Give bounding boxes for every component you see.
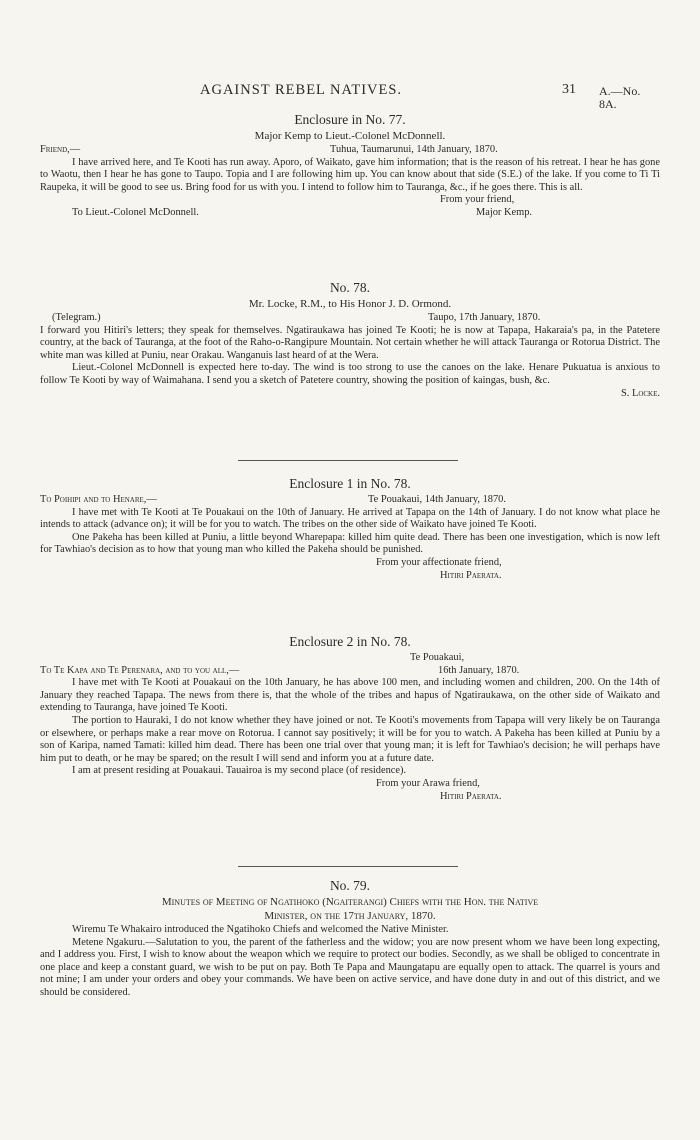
salutation: Friend,— <box>40 144 81 155</box>
document-reference: A.—No. 8A. <box>599 84 641 111</box>
section-heading: No. 78. <box>329 280 371 295</box>
paragraph: One Pakeha has been killed at Puniu, a little beyond Wharepapa: killed him quite dead. There has been one investigation, which is now left for Tawhiao's decision as to how that young man who killed the Pakeha should be punished. <box>40 531 660 556</box>
telegram-label: (Telegram.) <box>52 312 101 323</box>
paragraph: I have met with Te Kooti at Te Pouakaui on the 10th of January. He arrived at Tapapa on the 14th of January. I do not know what place he intends to attack (advance on); it will be for you to watch. The tribes on the other side of Waikato have joined Te Kooti. <box>40 506 660 531</box>
section-enclosure-1-78 <box>40 476 660 582</box>
section-subheading: Mr. Locke, R.M., to His Honor J. D. Ormond. <box>248 298 452 310</box>
paragraph: Metene Ngakuru.—Salutation to you, the parent of the fatherless and the widow; you are now present whom we have been long expecting, and I address you. First, I wish to know about the weapon which we require to protect our bodies. Secondly, as we shall be obliged to concentrate in one place and keep a constant guard, we wish to be put on pay. Both Te Papa and Maungatapu are equally open to attack. The quarrel is yours and not mine; I am under your orders and obey your commands. We have been on active service, and have done duty in and out of this district, and we should be considered. <box>40 936 660 998</box>
section-divider <box>238 866 458 867</box>
closing: From your friend, <box>440 194 515 206</box>
section-divider <box>238 460 458 461</box>
place-date: Taupo, 17th January, 1870. <box>428 312 541 323</box>
paragraph: I am at present residing at Pouakaui. Tauairoa is my second place (of residence). <box>72 765 407 777</box>
closing: From your affectionate friend, <box>376 556 502 568</box>
letter-body: I have arrived here, and Te Kooti has run away. Aporo, of Waikato, gave him information; that is the reason of his retreat. I hear he has gone to Waotu, then I hear he has gone to Taupo. Topia and I are following him up. You can know about that side (S.E.) of the lake. If you come to Ti Ti Raupeka, it will be good to see us. Bring food for us with you. I intend to follow him to Tauranga, &c., if he goes there. This is all. <box>40 156 660 193</box>
place: Te Pouakaui, <box>410 652 465 663</box>
signature: Hitiri Paerata. <box>440 790 502 802</box>
section-no-78 <box>40 280 660 400</box>
addressee: To Lieut.-Colonel McDonnell. <box>72 206 199 218</box>
section-subheading-line1: Minutes of Meeting of Ngatihoko (Ngaiterangi) Chiefs with the Hon. the Native <box>161 896 539 908</box>
salutation: To Poihipi and to Henare,— <box>40 494 157 505</box>
paragraph: Lieut.-Colonel McDonnell is expected here to-day. The wind is too strong to use the canoes on the lake. Henare Pukuatua is anxious to follow Te Kooti by way of Waimahana. I send you a sketch of Patetere country, showing the position of kaingas, bush, &c. <box>40 362 660 386</box>
section-heading: Enclosure 2 in No. 78. <box>289 634 411 649</box>
section-no-79 <box>40 878 660 1000</box>
place-date: Te Pouakaui, 14th January, 1870. <box>368 494 506 505</box>
date: 16th January, 1870. <box>438 664 520 676</box>
section-heading: Enclosure 1 in No. 78. <box>289 476 411 491</box>
section-heading: Enclosure in No. 77. <box>294 112 406 127</box>
section-heading: No. 79. <box>329 878 371 893</box>
place-date: Tuhua, Taumarunui, 14th January, 1870. <box>330 144 498 155</box>
signature: S. Locke. <box>621 387 660 399</box>
section-subheading-line2: Minister, on the 17th January, 1870. <box>264 910 436 922</box>
section-enclosure-77 <box>40 112 660 220</box>
salutation: To Te Kapa and Te Perenara, and to you all,— <box>40 664 240 676</box>
running-title: AGAINST REBEL NATIVES. <box>200 82 403 98</box>
section-enclosure-2-78 <box>40 634 660 803</box>
paragraph: I forward you Hitiri's letters; they speak for themselves. Ngatiraukawa has joined Te Kooti; he is now at Tapapa, Hakaraia's pa, in the Patetere country, at the back of Tauranga, at the foot of the Raho-o-Rangipure Mountain. Not certain whether he will attack Tauranga or Rotorua District. The white man was killed at Puniu, near Orakau. Wanganuis last heard of at the Wera. <box>40 324 660 361</box>
page-number: 31 <box>562 82 576 97</box>
signature: Hitiri Paerata. <box>440 569 502 581</box>
section-subheading: Major Kemp to Lieut.-Colonel McDonnell. <box>254 130 446 142</box>
paragraph: I have met with Te Kooti at Pouakaui on the 10th January, he has above 100 men, and including women and children, 200. On the 14th of January they reached Tapapa. The news from there is, that the whole of the tribes and hapus of Ngatiraukawa, on the other side of Waikato and extending to Tauranga, have joined Te Kooti. <box>40 677 660 714</box>
paragraph: Wiremu Te Whakairo introduced the Ngatihoko Chiefs and welcomed the Native Minister. <box>72 924 449 935</box>
closing: From your Arawa friend, <box>376 777 480 789</box>
running-header <box>40 82 660 111</box>
signature: Major Kemp. <box>476 206 532 218</box>
paragraph: The portion to Hauraki, I do not know whether they have joined or not. Te Kooti's movements from Tapapa will very likely be on Tauranga or elsewhere, or perhaps make a rear move on Rotorua. I cannot say positively; it will be for you to watch. A Pakeha has been killed at Puniu by a son of Karipa, named Tamati: killed him dead. There has been one trial over that young man; it is left for Tawhiao's decision; he will perhaps have him put to death, or he may be spared; on the result I will send and inform you at a future date. <box>40 714 660 764</box>
